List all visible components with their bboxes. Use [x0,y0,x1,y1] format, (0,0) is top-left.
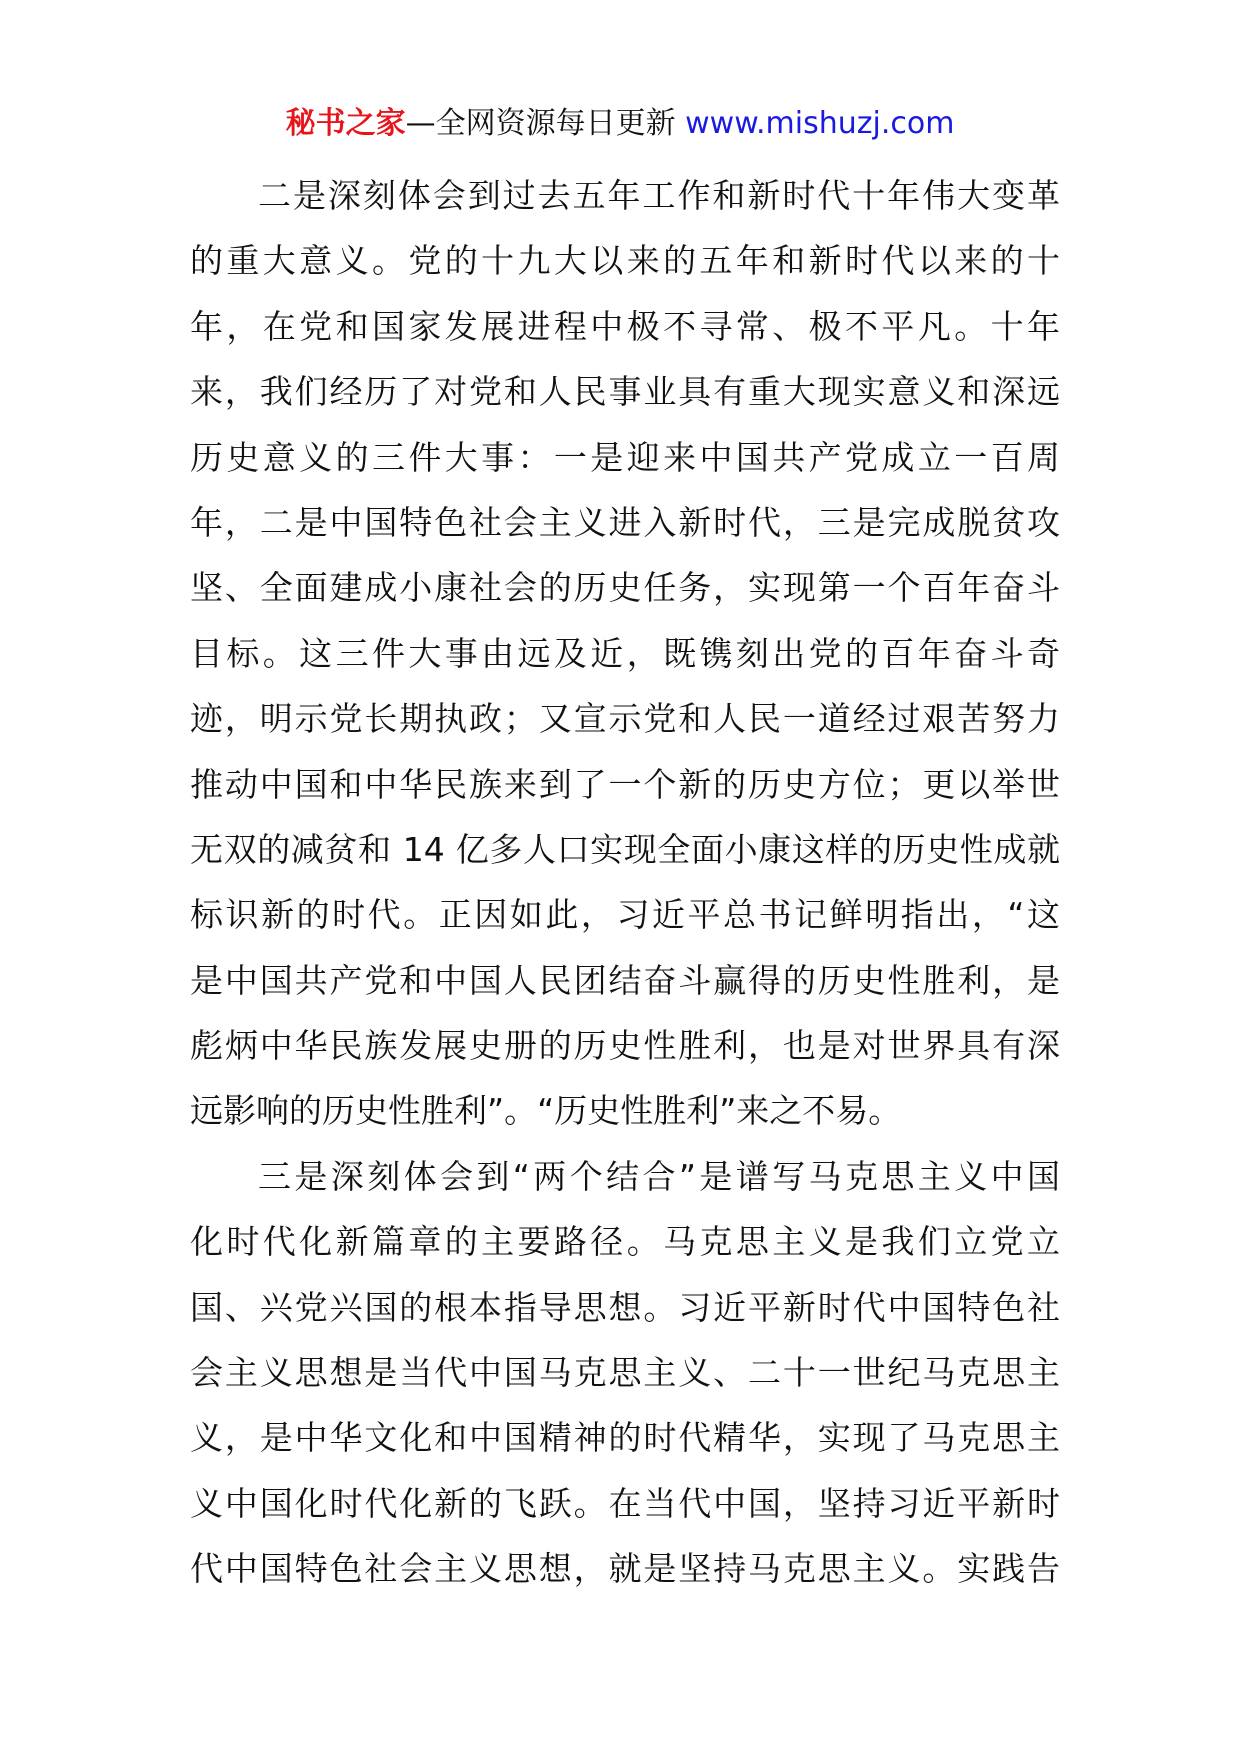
text-line: 化时代化新篇章的主要路径。马克思主义是我们立党立 [190,1222,1060,1262]
text-line: 三是深刻体会到“两个结合”是谱写马克思主义中国 [258,1156,1060,1196]
document-body [190,163,1060,1602]
text-line: 历史意义的三件大事：一是迎来中国共产党成立一百周 [190,437,1060,477]
paragraph-2 [190,163,1060,1144]
text-line: 彪炳中华民族发展史册的历史性胜利，也是对世界具有深 [190,1026,1060,1066]
text-line: 国、兴党兴国的根本指导思想。习近平新时代中国特色社 [190,1287,1060,1327]
site-url-link[interactable]: www.mishuzj.com [685,106,955,141]
site-header [0,104,1240,144]
text-line: 年，在党和国家发展进程中极不寻常、极不平凡。十年 [190,306,1060,346]
text-line: 坚、全面建成小康社会的历史任务，实现第一个百年奋斗 [190,568,1060,608]
text-line: 会主义思想是当代中国马克思主义、二十一世纪马克思主 [190,1353,1060,1393]
paragraph-3 [190,1144,1060,1602]
text-line: 是中国共产党和中国人民团结奋斗赢得的历史性胜利，是 [190,960,1060,1000]
text-line: 目标。这三件大事由远及近，既镌刻出党的百年奋斗奇 [190,633,1060,673]
text-line: 的重大意义。党的十九大以来的五年和新时代以来的十 [190,241,1060,281]
text-line: 推动中国和中华民族来到了一个新的历史方位；更以举世 [190,764,1060,804]
text-line: 代中国特色社会主义思想，就是坚持马克思主义。实践告 [190,1549,1060,1589]
site-slogan: —全网资源每日更新 [405,106,686,141]
text-line: 远影响的历史性胜利”。“历史性胜利”来之不易。 [190,1091,902,1131]
text-line: 二是深刻体会到过去五年工作和新时代十年伟大变革 [258,176,1060,215]
text-line: 标识新的时代。正因如此，习近平总书记鲜明指出，“这 [190,895,1060,935]
text-line: 年，二是中国特色社会主义进入新时代，三是完成脱贫攻 [190,502,1060,542]
text-line: 来，我们经历了对党和人民事业具有重大现实意义和深远 [190,372,1060,412]
text-line: 义中国化时代化新的飞跃。在当代中国，坚持习近平新时 [190,1483,1060,1523]
site-brand: 秘书之家 [285,106,406,141]
text-line: 迹，明示党长期执政；又宣示党和人民一道经过艰苦努力 [190,699,1060,739]
text-line: 义，是中华文化和中国精神的时代精华，实现了马克思主 [190,1418,1060,1458]
text-line: 无双的减贫和 14 亿多人口实现全面小康这样的历史性成就 [190,829,1060,869]
